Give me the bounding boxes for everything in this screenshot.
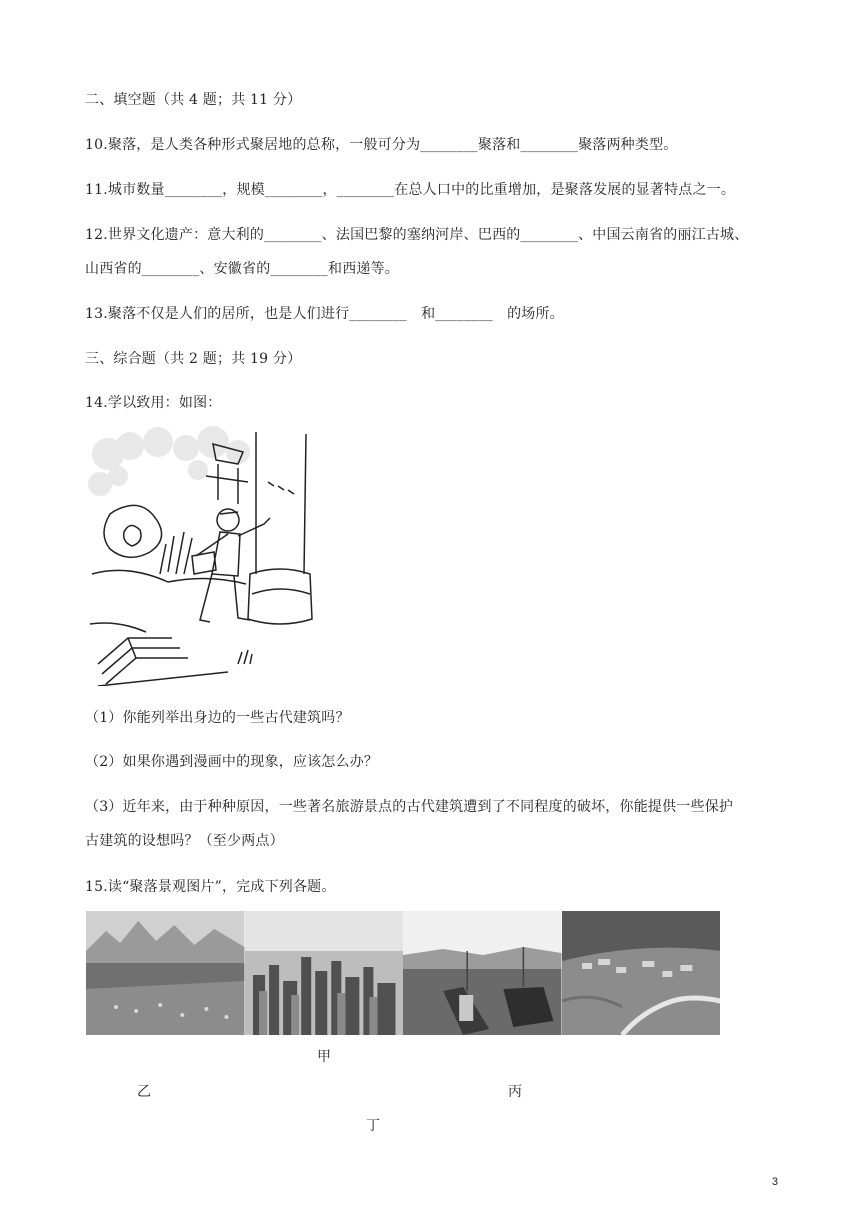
question-14-sub-3-line-1: （3）近年来，由于种种原因，一些著名旅游景点的古代建筑遭到了不同程度的破坏，你能提供一些保护 xyxy=(85,799,734,815)
question-12-line-1: 12.世界文化遗产：意大利的________、法国巴黎的塞纳河岸、巴西的________、中国云南省的丽江古城、 xyxy=(85,227,749,243)
question-13: 13.聚落不仅是人们的居所，也是人们进行________ 和________ 的场所。 xyxy=(85,306,564,322)
question-14-sub-3-line-2: 古建筑的设想吗？（至少两点） xyxy=(85,833,284,849)
photo-harbor-boats xyxy=(403,911,562,1035)
photo-label-ding: 丁 xyxy=(366,1118,380,1134)
question-12-line-2: 山西省的________、安徽省的________和西递等。 xyxy=(85,261,399,277)
settlement-photos xyxy=(86,911,720,1035)
photo-label-bing: 丙 xyxy=(508,1084,522,1100)
question-11: 11.城市数量________，规模________，________在总人口中的比重增加，是聚落发展的显著特点之一。 xyxy=(85,182,736,198)
photo-label-yi: 乙 xyxy=(137,1084,151,1100)
photo-grassland-settlement xyxy=(86,911,245,1035)
section-heading-fill-blank: 二、填空题（共 4 题；共 11 分） xyxy=(85,92,302,108)
page-number: 3 xyxy=(771,1176,778,1188)
question-14-sub-2: （2）如果你遇到漫画中的现象，应该怎么办？ xyxy=(85,754,379,770)
photo-terraced-village xyxy=(562,911,721,1035)
question-10: 10.聚落，是人类各种形式聚居地的总称，一般可分为________聚落和________聚落两种类型。 xyxy=(85,137,678,153)
photo-city-skyline xyxy=(245,911,404,1035)
photo-label-jia: 甲 xyxy=(317,1049,331,1065)
question-14-intro: 14.学以致用：如图： xyxy=(85,395,222,411)
question-15-intro: 15.读“聚落景观图片”，完成下列各题。 xyxy=(85,879,336,895)
cartoon-illustration xyxy=(88,424,318,686)
question-14-sub-1: （1）你能列举出身边的一些古代建筑吗？ xyxy=(85,710,350,726)
section-heading-comprehensive: 三、综合题（共 2 题；共 19 分） xyxy=(85,351,302,367)
